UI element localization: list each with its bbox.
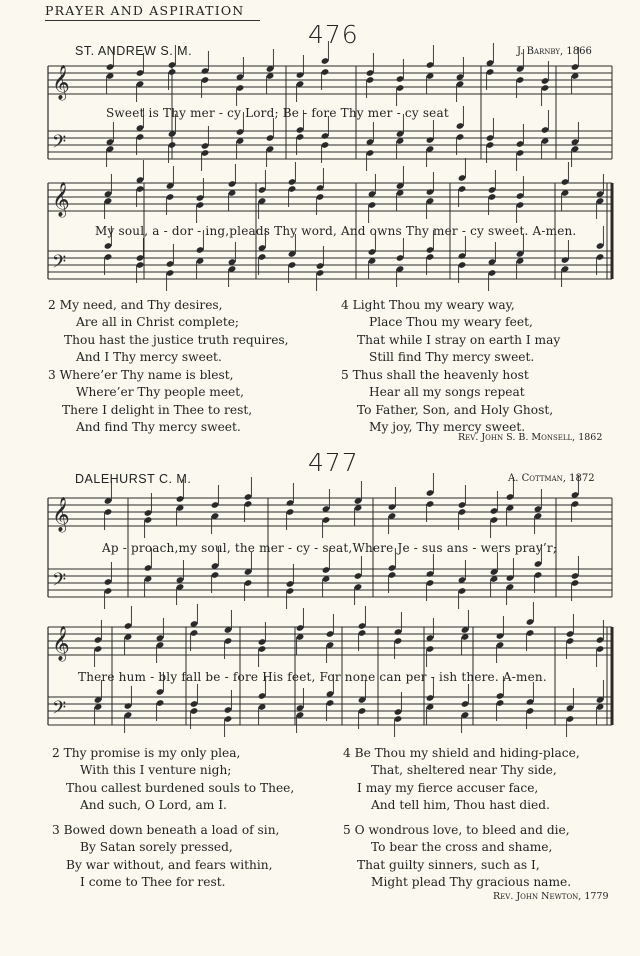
lyrics-477-line-2: There hum - bly fall be - fore His feet, For none can per - ish there. A-men. bbox=[78, 670, 547, 684]
stanza-476-4 bbox=[341, 297, 560, 366]
stanza-line: To bear the cross and shame, bbox=[371, 840, 553, 855]
stanza-line: Are all in Christ complete; bbox=[76, 315, 240, 330]
bass-clef: 𝄢 bbox=[52, 570, 67, 595]
tune-name-477: DALEHURST C. M. bbox=[75, 472, 192, 486]
stanza-line: 5 O wondrous love, to bleed and die, bbox=[343, 823, 570, 837]
stanza-476-5 bbox=[341, 367, 553, 436]
stanza-line: With this I venture nigh; bbox=[80, 763, 232, 778]
stanza-476-3 bbox=[48, 367, 252, 436]
stanza-line: Still find Thy mercy sweet. bbox=[369, 349, 535, 364]
stanza-line: 3 Where’er Thy name is blest, bbox=[48, 368, 234, 382]
stanza-line: 2 Thy promise is my only plea, bbox=[52, 746, 241, 760]
stanza-line: 2 My need, and Thy desires, bbox=[48, 298, 223, 312]
treble-clef: 𝄞 bbox=[52, 497, 70, 532]
stanza-477-3 bbox=[52, 822, 279, 891]
composer-476: J. Barnby, 1866 bbox=[517, 46, 592, 57]
stanza-line: And find Thy mercy sweet. bbox=[76, 419, 241, 434]
bass-clef: 𝄢 bbox=[52, 132, 67, 157]
stanza-line: I may my fierce accuser face, bbox=[357, 780, 539, 795]
stanza-line: To Father, Son, and Holy Ghost, bbox=[357, 402, 554, 417]
stanza-line: That guilty sinners, such as I, bbox=[357, 857, 540, 872]
stanza-line: Place Thou my weary feet, bbox=[369, 315, 533, 330]
stanza-line: Might plead Thy gracious name. bbox=[371, 874, 572, 889]
tune-name-476: ST. ANDREW S. M. bbox=[75, 44, 193, 58]
stanza-line: Thou callest burdened souls to Thee, bbox=[66, 780, 295, 795]
hymn-number-477: 477 bbox=[308, 448, 359, 477]
stanza-line: And I Thy mercy sweet. bbox=[76, 349, 222, 364]
stanza-line: That, sheltered near Thy side, bbox=[371, 763, 557, 778]
stanza-line: And such, O Lord, am I. bbox=[80, 797, 227, 812]
stanza-line: By war without, and fears within, bbox=[66, 857, 273, 872]
author-credit-476: Rev. John S. B. Monsell, 1862 bbox=[458, 432, 603, 443]
stanza-line: I come to Thee for rest. bbox=[80, 874, 226, 889]
stanza-line: There I delight in Thee to rest, bbox=[62, 402, 253, 417]
bass-clef: 𝄢 bbox=[52, 252, 67, 277]
stanza-line: And tell him, Thou hast died. bbox=[371, 797, 550, 812]
stanza-line: That while I stray on earth I may bbox=[357, 332, 561, 347]
stanza-477-2 bbox=[52, 745, 294, 814]
section-header: PRAYER AND ASPIRATION bbox=[45, 3, 245, 18]
stanza-line: By Satan sorely pressed, bbox=[80, 840, 233, 855]
stanza-line: Thou hast the justice truth requires, bbox=[64, 332, 289, 347]
author-credit-477: Rev. John Newton, 1779 bbox=[493, 891, 609, 902]
stanza-line: 3 Bowed down beneath a load of sin, bbox=[52, 823, 280, 837]
lyrics-476-line-2: My soul, a - dor - ing,pleads Thy word, And owns Thy mer - cy sweet. A-men. bbox=[95, 224, 577, 238]
composer-477: A. Cottman, 1872 bbox=[508, 473, 595, 484]
stanza-477-4 bbox=[343, 745, 580, 814]
stanza-477-5 bbox=[343, 822, 571, 891]
stanza-476-2 bbox=[48, 297, 289, 366]
stanza-line: Where’er Thy people meet, bbox=[76, 385, 245, 400]
stanza-line: 4 Light Thou my weary way, bbox=[341, 298, 515, 312]
stanza-line: 4 Be Thou my shield and hiding-place, bbox=[343, 746, 580, 760]
stanza-line: My joy, Thy mercy sweet. bbox=[369, 419, 526, 434]
treble-clef: 𝄞 bbox=[52, 626, 70, 661]
bass-clef: 𝄢 bbox=[52, 698, 67, 723]
lyrics-476-line-1: Sweet is Thy mer - cy Lord; Be - fore Thy mer - cy seat bbox=[106, 106, 449, 120]
lyrics-477-line-1: Ap - proach,my soul, the mer - cy - seat,Where Je - sus ans - wers pray’r; bbox=[102, 541, 558, 555]
treble-clef: 𝄞 bbox=[52, 65, 70, 100]
stanza-line: Hear all my songs repeat bbox=[369, 385, 525, 400]
treble-clef: 𝄞 bbox=[52, 182, 70, 217]
stanza-line: 5 Thus shall the heavenly host bbox=[341, 368, 529, 382]
hymn-number-476: 476 bbox=[308, 20, 359, 49]
